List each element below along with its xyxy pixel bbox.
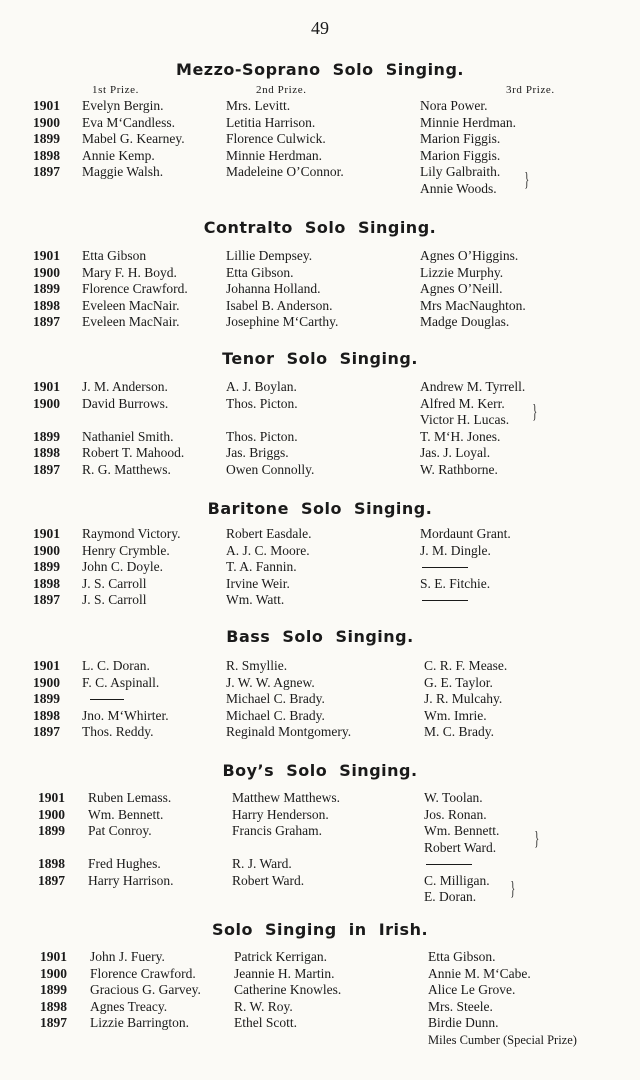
- year: 1898: [38, 856, 65, 871]
- third-prize: Birdie Dunn.: [428, 1015, 499, 1030]
- table-row: [0, 314, 640, 331]
- second-prize: R. Smyllie.: [226, 658, 288, 673]
- first-prize: Pat Conroy.: [88, 823, 152, 838]
- table-row: [0, 298, 640, 315]
- section-irish: [0, 918, 640, 1048]
- third-prize: Andrew M. Tyrrell.: [420, 379, 526, 394]
- year: 1898: [40, 998, 67, 1014]
- year: 1901: [33, 248, 60, 263]
- year: 1898: [33, 297, 60, 313]
- first-prize: Harry Harrison.: [88, 872, 174, 888]
- second-prize: Isabel B. Anderson.: [226, 297, 333, 313]
- first-prize: Annie Kemp.: [82, 147, 155, 163]
- table-row: [0, 148, 640, 165]
- third-prize: Lily Galbraith.: [420, 164, 501, 179]
- table-row: [0, 131, 640, 148]
- second-prize: Etta Gibson.: [226, 264, 294, 280]
- second-prize: Irvine Weir.: [226, 575, 290, 591]
- third-prize: W. Rathborne.: [420, 461, 498, 477]
- year: 1898: [33, 575, 60, 591]
- first-prize: Lizzie Barrington.: [90, 1015, 189, 1030]
- year: 1898: [33, 707, 60, 723]
- first-prize: Eveleen MacNair.: [82, 297, 180, 313]
- table-row: [0, 445, 640, 462]
- third-prize: Mordaunt Grant.: [420, 526, 511, 541]
- first-prize: Eva M‘Candless.: [82, 114, 175, 130]
- third-prize: Mrs. Steele.: [428, 998, 493, 1014]
- first-prize: R. G. Matthews.: [82, 461, 171, 477]
- section-contralto: [0, 216, 640, 331]
- table-row: [0, 265, 640, 282]
- first-prize: Nathaniel Smith.: [82, 428, 174, 444]
- year: 1901: [33, 526, 60, 541]
- second-prize: Josephine M‘Carthy.: [226, 314, 339, 329]
- second-prize: J. W. W. Agnew.: [226, 674, 315, 690]
- third-prize: Marion Figgis.: [420, 147, 501, 163]
- second-prize: Wm. Watt.: [226, 592, 285, 607]
- second-prize: Michael C. Brady.: [226, 707, 325, 723]
- table-row: [0, 592, 640, 609]
- table-row: [0, 856, 640, 873]
- second-prize: R. J. Ward.: [232, 856, 292, 871]
- table-row: [0, 840, 640, 857]
- first-prize: Agnes Treacy.: [90, 998, 168, 1014]
- second-prize: Thos. Picton.: [226, 428, 298, 444]
- first-prize: John C. Doyle.: [82, 559, 163, 574]
- second-prize: Matthew Matthews.: [232, 790, 340, 805]
- second-prize: Jeannie H. Martin.: [234, 965, 335, 981]
- second-prize: Robert Easdale.: [226, 526, 312, 541]
- second-prize: Catherine Knowles.: [234, 982, 342, 997]
- third-prize: J. M. Dingle.: [420, 542, 491, 558]
- year: 1898: [33, 445, 60, 460]
- year: 1900: [33, 114, 60, 130]
- table-row: [0, 999, 640, 1016]
- first-prize: Ruben Lemass.: [88, 790, 172, 805]
- third-prize: Etta Gibson.: [428, 949, 496, 964]
- table-row: [0, 412, 640, 429]
- third-prize: Robert Ward.: [424, 839, 497, 855]
- year: 1901: [40, 949, 67, 964]
- first-prize: Jno. M‘Whirter.: [82, 707, 169, 723]
- section-title: Boy’s Solo Singing.: [222, 761, 418, 780]
- table-row: [0, 691, 640, 708]
- first-prize: Maggie Walsh.: [82, 164, 164, 179]
- second-prize: Mrs. Levitt.: [226, 98, 291, 113]
- table-row: [0, 790, 640, 807]
- first-prize: Thos. Reddy.: [82, 724, 154, 739]
- second-prize: Robert Ward.: [232, 872, 305, 888]
- section-bass: [0, 625, 640, 741]
- first-prize-header: 1st Prize.: [92, 84, 139, 96]
- prize-header: [0, 82, 640, 98]
- year: 1897: [33, 592, 60, 607]
- first-prize: Etta Gibson: [82, 248, 147, 263]
- third-prize: Wm. Imrie.: [424, 707, 487, 723]
- section-tenor: [0, 347, 640, 478]
- third-prize: J. R. Mulcahy.: [424, 691, 503, 706]
- table-row: [0, 658, 640, 675]
- second-prize: Harry Henderson.: [232, 806, 329, 822]
- first-prize: Gracious G. Garvey.: [90, 982, 201, 997]
- first-prize: Mary F. H. Boyd.: [82, 264, 177, 280]
- year: 1900: [33, 264, 60, 280]
- second-prize: Letitia Harrison.: [226, 114, 316, 130]
- third-prize: Agnes O’Higgins.: [420, 248, 519, 263]
- third-prize: Agnes O’Neill.: [420, 281, 503, 296]
- first-prize: Wm. Bennett.: [88, 806, 164, 822]
- second-prize: Jas. Briggs.: [226, 445, 289, 460]
- year: 1900: [33, 674, 60, 690]
- third-prize: W. Toolan.: [424, 790, 483, 805]
- no-prize-dash: [422, 600, 468, 601]
- year: 1899: [33, 131, 60, 146]
- year: 1899: [33, 281, 60, 296]
- table-row: [0, 181, 640, 198]
- first-prize: John J. Fuery.: [90, 949, 165, 964]
- third-prize: Marion Figgis.: [420, 131, 501, 146]
- third-prize: Annie M. M‘Cabe.: [428, 965, 531, 981]
- first-prize: J. S. Carroll: [82, 575, 147, 591]
- no-prize-dash: [422, 567, 468, 568]
- year: 1899: [33, 691, 60, 706]
- year: 1897: [33, 314, 60, 329]
- second-prize: Johanna Holland.: [226, 281, 321, 296]
- section-title: Tenor Solo Singing.: [222, 349, 418, 368]
- first-prize: Evelyn Bergin.: [82, 98, 164, 113]
- table-row: [0, 248, 640, 265]
- second-prize: Francis Graham.: [232, 823, 322, 838]
- second-prize: A. J. C. Moore.: [226, 542, 310, 558]
- first-prize: L. C. Doran.: [82, 658, 150, 673]
- first-prize: J. S. Carroll: [82, 592, 147, 607]
- year: 1901: [33, 658, 60, 673]
- third-prize: Alice Le Grove.: [428, 982, 516, 997]
- table-row: [0, 281, 640, 298]
- third-prize: Madge Douglas.: [420, 314, 510, 329]
- second-prize: Owen Connolly.: [226, 461, 315, 477]
- table-row: [0, 559, 640, 576]
- no-prize-dash: [426, 864, 472, 865]
- year: 1900: [38, 806, 65, 822]
- table-row: [0, 1032, 640, 1049]
- year: 1901: [38, 790, 65, 805]
- third-prize: Jas. J. Loyal.: [420, 445, 491, 460]
- year: 1900: [33, 542, 60, 558]
- table-row: [0, 982, 640, 999]
- first-prize: J. M. Anderson.: [82, 379, 168, 394]
- table-row: [0, 1015, 640, 1032]
- third-prize: Jos. Ronan.: [424, 806, 487, 822]
- section-title: Solo Singing in Irish.: [211, 920, 429, 939]
- third-prize: Annie Woods.: [420, 180, 497, 196]
- year: 1899: [40, 982, 67, 997]
- first-prize: Florence Crawford.: [90, 965, 196, 981]
- year: 1901: [33, 379, 60, 394]
- table-row: [0, 98, 640, 115]
- section-baritone: [0, 497, 640, 609]
- third-prize: Wm. Bennett.: [424, 823, 500, 838]
- first-prize: Robert T. Mahood.: [82, 445, 185, 460]
- year: 1900: [33, 395, 60, 411]
- third-prize: Alfred M. Kerr.: [420, 395, 505, 411]
- table-row: [0, 966, 640, 983]
- third-prize: E. Doran.: [424, 889, 477, 904]
- table-row: [0, 724, 640, 741]
- table-row: [0, 889, 640, 906]
- third-prize: Victor H. Lucas.: [420, 412, 510, 427]
- year: 1897: [40, 1015, 67, 1030]
- year: 1899: [33, 559, 60, 574]
- table-row: [0, 115, 640, 132]
- third-prize: Nora Power.: [420, 98, 488, 113]
- table-row: [0, 543, 640, 560]
- second-prize: Thos. Picton.: [226, 395, 298, 411]
- second-prize: Michael C. Brady.: [226, 691, 325, 706]
- first-prize: David Burrows.: [82, 395, 169, 411]
- year: 1899: [38, 823, 65, 838]
- year: 1897: [33, 164, 60, 179]
- year: 1897: [38, 872, 65, 888]
- second-prize: Lillie Dempsey.: [226, 248, 313, 263]
- year: 1900: [40, 965, 67, 981]
- brace-mark: }: [524, 169, 530, 191]
- no-prize-dash: [90, 699, 124, 700]
- table-row: [0, 526, 640, 543]
- second-prize: T. A. Fannin.: [226, 559, 297, 574]
- section-title: Baritone Solo Singing.: [207, 499, 433, 518]
- first-prize: Florence Crawford.: [82, 281, 188, 296]
- year: 1899: [33, 428, 60, 444]
- year: 1897: [33, 724, 60, 739]
- third-prize: T. M‘H. Jones.: [420, 428, 501, 444]
- third-prize-header: 3rd Prize.: [506, 84, 555, 96]
- first-prize: Henry Crymble.: [82, 542, 170, 558]
- section-title: Contralto Solo Singing.: [203, 218, 437, 237]
- table-row: [0, 708, 640, 725]
- second-prize: Reginald Montgomery.: [226, 724, 352, 739]
- year: 1897: [33, 461, 60, 477]
- brace-mark: }: [534, 828, 540, 850]
- third-prize: C. R. F. Mease.: [424, 658, 508, 673]
- second-prize: A. J. Boylan.: [226, 379, 297, 394]
- second-prize: Madeleine O’Connor.: [226, 164, 344, 179]
- second-prize-header: 2nd Prize.: [256, 84, 307, 96]
- first-prize: Raymond Victory.: [82, 526, 181, 541]
- third-prize: Lizzie Murphy.: [420, 264, 504, 280]
- first-prize: Eveleen MacNair.: [82, 314, 180, 329]
- section-title: Bass Solo Singing.: [226, 627, 414, 646]
- table-row: [0, 462, 640, 479]
- year: 1898: [33, 147, 60, 163]
- year: 1901: [33, 98, 60, 113]
- section-boys: [0, 759, 640, 906]
- third-prize: S. E. Fitchie.: [420, 575, 491, 591]
- section-mezzo-soprano: [0, 58, 640, 197]
- brace-mark: }: [532, 400, 538, 423]
- table-row: [0, 379, 640, 396]
- first-prize: F. C. Aspinall.: [82, 674, 160, 690]
- third-prize: Minnie Herdman.: [420, 114, 516, 130]
- second-prize: Florence Culwick.: [226, 131, 326, 146]
- third-prize: Mrs MacNaughton.: [420, 297, 526, 313]
- third-prize: Miles Cumber (Special Prize): [428, 1032, 577, 1047]
- table-row: [0, 949, 640, 966]
- second-prize: Patrick Kerrigan.: [234, 949, 327, 964]
- third-prize: C. Milligan.: [424, 872, 490, 888]
- first-prize: Mabel G. Kearney.: [82, 131, 185, 146]
- table-row: [0, 807, 640, 824]
- brace-mark: }: [510, 877, 516, 900]
- second-prize: Minnie Herdman.: [226, 147, 322, 163]
- table-row: [0, 576, 640, 593]
- table-row: [0, 675, 640, 692]
- third-prize: M. C. Brady.: [424, 724, 494, 739]
- page-number: 49: [311, 18, 329, 38]
- second-prize: Ethel Scott.: [234, 1015, 297, 1030]
- second-prize: R. W. Roy.: [234, 998, 293, 1014]
- section-title: Mezzo-Soprano Solo Singing.: [176, 60, 464, 79]
- first-prize: Fred Hughes.: [88, 856, 161, 871]
- table-row: [0, 429, 640, 446]
- third-prize: G. E. Taylor.: [424, 674, 493, 690]
